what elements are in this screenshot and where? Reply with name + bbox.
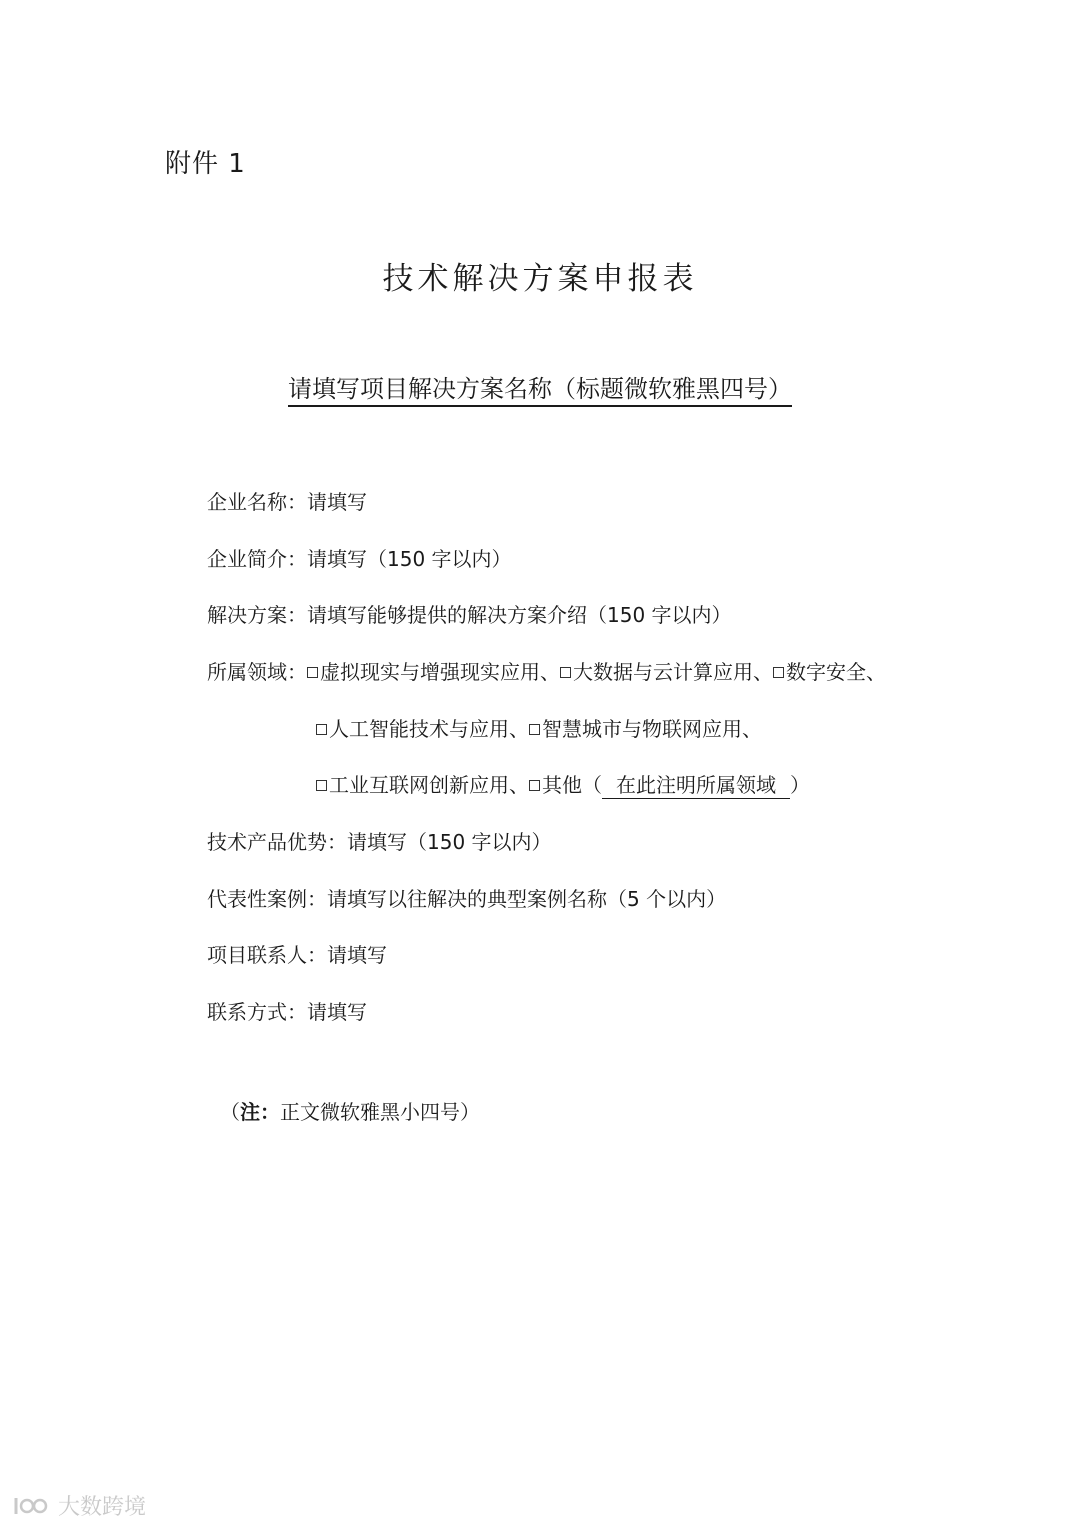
domain-line-3 xyxy=(316,769,810,798)
contact-method-field: 联系方式：请填写 xyxy=(207,1000,367,1024)
tech-advantage-field: 技术产品优势：请填写（150 字以内） xyxy=(207,830,552,854)
checkbox-icon[interactable] xyxy=(529,780,540,791)
checkbox-icon[interactable] xyxy=(316,724,327,735)
watermark-text: 大数跨境 xyxy=(58,1495,147,1520)
domain-other-input[interactable]: 在此注明所属领域 xyxy=(602,773,790,799)
domain-option: 数字安全、 xyxy=(786,660,886,684)
domain-line-2 xyxy=(316,713,762,742)
domain-field xyxy=(207,656,886,685)
note-open: （ xyxy=(220,1100,240,1124)
checkbox-icon[interactable] xyxy=(560,667,571,678)
checkbox-icon[interactable] xyxy=(307,667,318,678)
project-title xyxy=(0,369,1080,404)
watermark xyxy=(12,1490,146,1521)
checkbox-icon[interactable] xyxy=(773,667,784,678)
domain-option: 大数据与云计算应用、 xyxy=(573,660,773,684)
note-text: 正文微软雅黑小四号） xyxy=(280,1100,480,1124)
domain-option: 其他（ xyxy=(542,773,602,797)
solution-field: 解决方案：请填写能够提供的解决方案介绍（150 字以内） xyxy=(207,603,732,627)
watermark-logo-icon xyxy=(12,1494,52,1518)
attachment-label: 附件 1 xyxy=(165,149,246,179)
domain-label: 所属领域： xyxy=(207,660,307,684)
project-title-text: 请填写项目解决方案名称（标题微软雅黑四号） xyxy=(288,375,792,407)
document-title: 技术解决方案申报表 xyxy=(382,261,698,297)
company-name-field: 企业名称：请填写 xyxy=(207,490,367,514)
checkbox-icon[interactable] xyxy=(529,724,540,735)
cases-field: 代表性案例：请填写以往解决的典型案例名称（5 个以内） xyxy=(207,887,727,911)
domain-option: 虚拟现实与增强现实应用、 xyxy=(320,660,560,684)
company-intro-field: 企业简介：请填写（150 字以内） xyxy=(207,547,512,571)
domain-option: 工业互联网创新应用、 xyxy=(329,773,529,797)
domain-option: 人工智能技术与应用、 xyxy=(329,717,529,741)
format-note xyxy=(220,1096,480,1125)
contact-person-field: 项目联系人：请填写 xyxy=(207,943,387,967)
domain-option: 智慧城市与物联网应用、 xyxy=(542,717,762,741)
domain-close: ） xyxy=(790,773,810,797)
checkbox-icon[interactable] xyxy=(316,780,327,791)
note-label: 注： xyxy=(240,1100,280,1124)
